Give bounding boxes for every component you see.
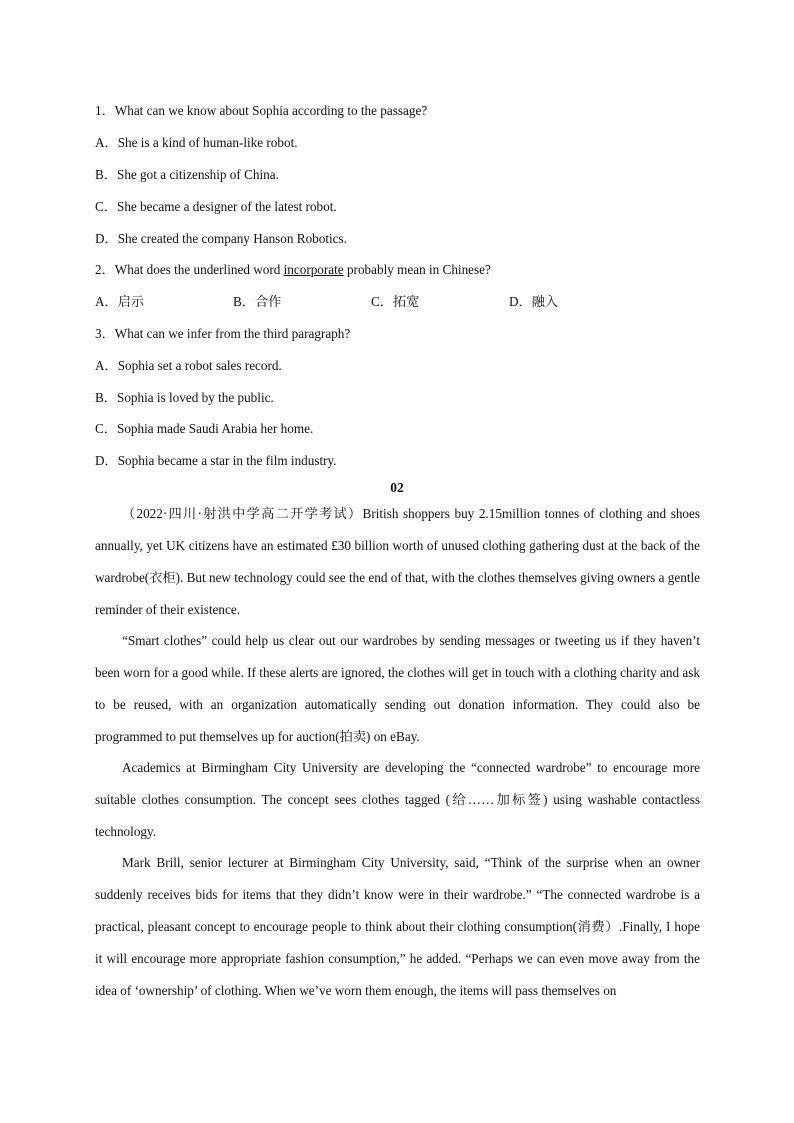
question-3-option-c: C．Sophia made Saudi Arabia her home. (95, 421, 314, 436)
question-3-stem: 3．What can we infer from the third paragraph? (95, 326, 351, 341)
question-2-stem (95, 261, 700, 279)
question-1-option-a: A．She is a kind of human-like robot. (95, 135, 298, 150)
question-2-stem-after: probably mean in Chinese? (343, 262, 491, 277)
passage-paragraph-1: （2022·四川·射洪中学高二开学考试）British shoppers buy 2.15million tonnes of clothing and shoes annually, yet UK citizens have an estimated £30 billion worth of unused clothing gathering dust at the back of the wardrobe(衣柜). But new technology could see the end of that, with the clothes themselves giving owners a gentle reminder of their existence. (95, 506, 700, 617)
underlined-word: incorporate (283, 262, 344, 277)
question-2-options (95, 293, 700, 311)
question-2-option-a: A．启示 (95, 294, 145, 309)
question-1-option-c: C．She became a designer of the latest robot. (95, 199, 337, 214)
passage-paragraph-3: Academics at Birmingham City University are developing the “connected wardrobe” to encourage more suitable clothes consumption. The concept sees clothes tagged (给……加标签) using washable contactless technology. (95, 760, 700, 839)
question-1-option-b: B．She got a citizenship of China. (95, 167, 279, 182)
question-2-option-c: C．拓宽 (371, 294, 420, 309)
question-2-stem-before: 2．What does the underlined word (95, 262, 284, 277)
section-number: 02 (390, 480, 404, 495)
question-1-option-d: D．She created the company Hanson Robotics. (95, 231, 347, 246)
question-2-option-b: B．合作 (233, 294, 282, 309)
question-2-option-d: D．融入 (509, 294, 559, 309)
question-1-stem: 1．What can we know about Sophia according to the passage? (95, 103, 428, 118)
question-3-option-d: D．Sophia became a star in the film industry. (95, 453, 337, 468)
question-3-option-a: A．Sophia set a robot sales record. (95, 358, 282, 373)
passage-paragraph-2: “Smart clothes” could help us clear out our wardrobes by sending messages or tweeting us if they haven’t been worn for a good while. If these alerts are ignored, the clothes will get in touch with a clothing charity and ask to be reused, with an organization automatically sending out donation information. They could also be programmed to put themselves up for auction(拍卖) on eBay. (95, 633, 700, 744)
question-3-option-b: B．Sophia is loved by the public. (95, 390, 274, 405)
passage-paragraph-4: Mark Brill, senior lecturer at Birmingham City University, said, “Think of the surprise when an owner suddenly receives bids for items that they didn’t know were in their wardrobe.” “The connected wardrobe is a practical, pleasant concept to encourage people to think about their clothing consumption(消费）.Finally, I hope it will encourage more appropriate fashion consumption,” he added. “Perhaps we can even move away from the idea of ‘ownership’ of clothing. When we’ve worn them enough, the items will pass themselves on (95, 855, 700, 998)
